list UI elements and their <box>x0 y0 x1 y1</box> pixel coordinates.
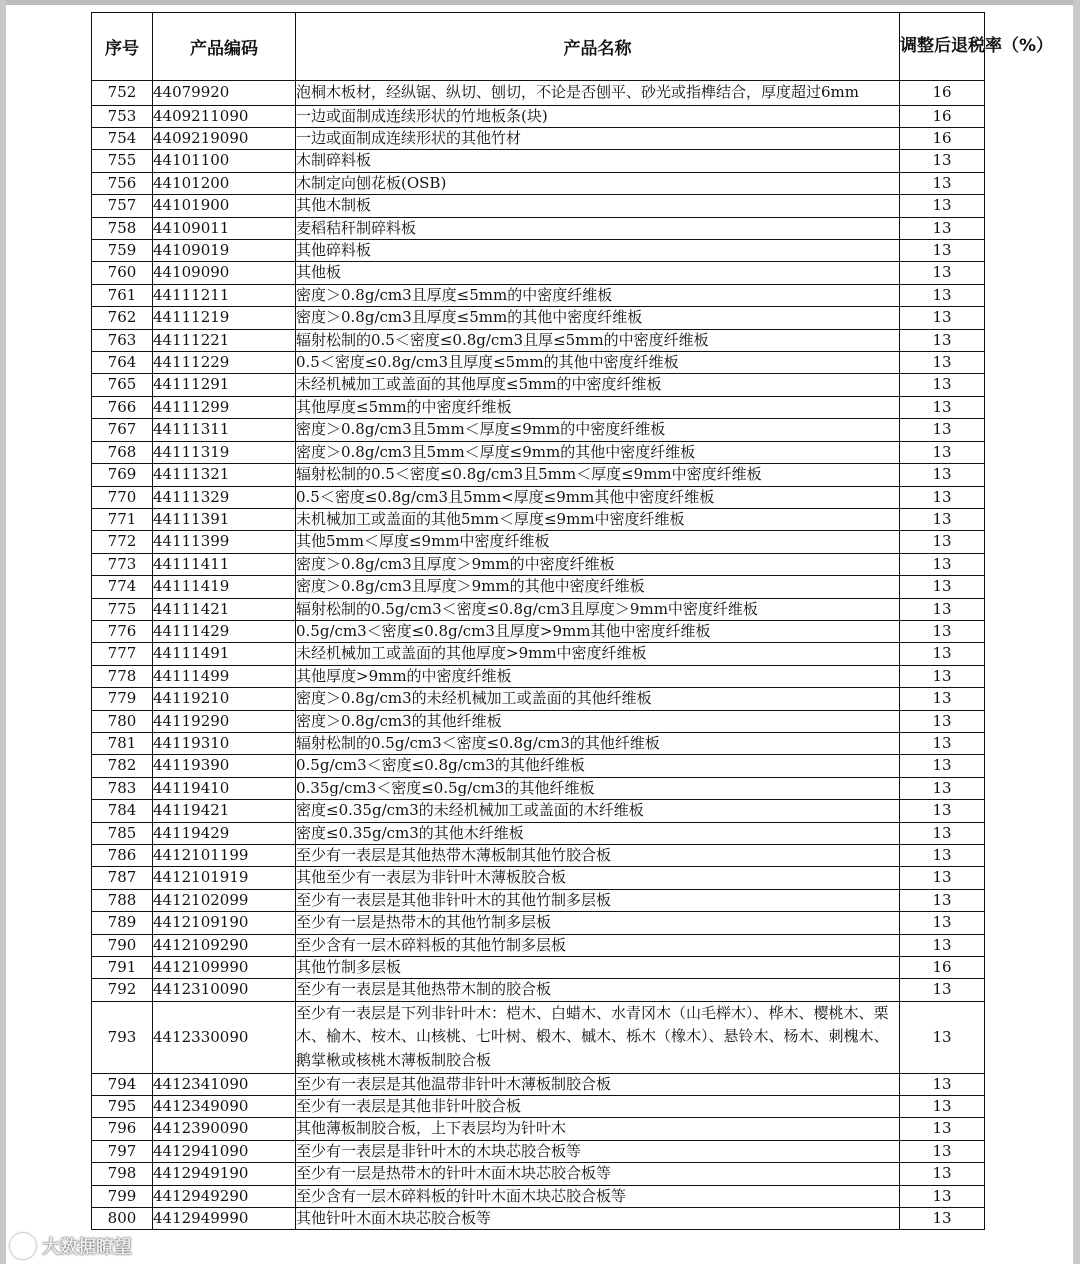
cell-rebate-rate: 13 <box>900 553 985 575</box>
cell-product-code: 44111299 <box>153 396 296 418</box>
table-row <box>92 128 985 150</box>
cell-product-name: 0.5＜密度≤0.8g/cm3且5mm<厚度≤9mm其他中密度纤维板 <box>296 486 900 508</box>
cell-product-code: 44119421 <box>153 800 296 822</box>
cell-serial-number: 791 <box>92 957 153 979</box>
viewer-right-margin <box>1073 0 1080 1264</box>
cell-rebate-rate: 13 <box>900 777 985 799</box>
cell-product-name: 至少含有一层木碎料板的其他竹制多层板 <box>296 934 900 956</box>
cell-product-name: 密度≤0.35g/cm3的未经机械加工或盖面的木纤维板 <box>296 800 900 822</box>
watermark <box>10 1233 132 1259</box>
viewer-left-margin <box>0 0 6 1264</box>
cell-serial-number: 753 <box>92 105 153 127</box>
table-row <box>92 912 985 934</box>
cell-rebate-rate: 13 <box>900 464 985 486</box>
cell-serial-number: 777 <box>92 643 153 665</box>
cell-product-code: 44111419 <box>153 576 296 598</box>
cell-product-code: 4412101919 <box>153 867 296 889</box>
cell-serial-number: 793 <box>92 1001 153 1073</box>
cell-product-name: 一边或面制成连续形状的其他竹材 <box>296 128 900 150</box>
cell-rebate-rate: 13 <box>900 374 985 396</box>
cell-rebate-rate: 13 <box>900 934 985 956</box>
cell-product-name: 其他竹制多层板 <box>296 957 900 979</box>
cell-product-code: 44111491 <box>153 643 296 665</box>
cell-rebate-rate: 13 <box>900 688 985 710</box>
table-row <box>92 553 985 575</box>
viewer-top-edge <box>0 0 1080 5</box>
table-row <box>92 688 985 710</box>
cell-serial-number: 778 <box>92 665 153 687</box>
cell-product-code: 4412949990 <box>153 1208 296 1230</box>
cell-rebate-rate: 13 <box>900 979 985 1001</box>
cell-rebate-rate: 13 <box>900 284 985 306</box>
cell-serial-number: 755 <box>92 150 153 172</box>
cell-product-name: 至少含有一层木碎料板的针叶木面木块芯胶合板等 <box>296 1185 900 1207</box>
cell-product-code: 44111399 <box>153 531 296 553</box>
watermark-text: 大数据瞭望 <box>42 1237 132 1258</box>
table-row <box>92 105 985 127</box>
cell-product-code: 44119210 <box>153 688 296 710</box>
weibo-logo-icon <box>10 1233 36 1259</box>
cell-product-code: 4412941090 <box>153 1140 296 1162</box>
cell-rebate-rate: 13 <box>900 598 985 620</box>
cell-product-name: 泡桐木板材，经纵锯、纵切、刨切，不论是否刨平、砂光或指榫结合，厚度超过6mm <box>296 81 900 106</box>
cell-rebate-rate: 13 <box>900 1185 985 1207</box>
table-row <box>92 195 985 217</box>
cell-rebate-rate: 13 <box>900 195 985 217</box>
header-rebate-rate: 调整后退税率（%） <box>900 13 985 81</box>
cell-serial-number: 799 <box>92 1185 153 1207</box>
table-row <box>92 329 985 351</box>
cell-product-code: 4412109990 <box>153 957 296 979</box>
cell-product-name: 至少有一表层是其他热带木制的胶合板 <box>296 979 900 1001</box>
cell-rebate-rate: 13 <box>900 1140 985 1162</box>
cell-product-name: 至少有一层是热带木的其他竹制多层板 <box>296 912 900 934</box>
cell-rebate-rate: 13 <box>900 755 985 777</box>
cell-serial-number: 757 <box>92 195 153 217</box>
cell-product-name: 0.35g/cm3＜密度≤0.5g/cm3的其他纤维板 <box>296 777 900 799</box>
cell-serial-number: 785 <box>92 822 153 844</box>
cell-product-name: 辐射松制的0.5g/cm3＜密度≤0.8g/cm3的其他纤维板 <box>296 732 900 754</box>
cell-serial-number: 754 <box>92 128 153 150</box>
cell-rebate-rate: 13 <box>900 150 985 172</box>
cell-product-code: 4412109290 <box>153 934 296 956</box>
table-row <box>92 755 985 777</box>
table-row <box>92 620 985 642</box>
cell-serial-number: 794 <box>92 1073 153 1095</box>
cell-rebate-rate: 13 <box>900 867 985 889</box>
cell-product-code: 44119410 <box>153 777 296 799</box>
table-row <box>92 531 985 553</box>
cell-product-code: 4412101199 <box>153 845 296 867</box>
table-row <box>92 1096 985 1118</box>
cell-serial-number: 790 <box>92 934 153 956</box>
cell-serial-number: 787 <box>92 867 153 889</box>
cell-product-name: 其他5mm＜厚度≤9mm中密度纤维板 <box>296 531 900 553</box>
table-row <box>92 396 985 418</box>
table-row <box>92 1208 985 1230</box>
table-row <box>92 1001 985 1073</box>
cell-product-code: 44111429 <box>153 620 296 642</box>
cell-serial-number: 752 <box>92 81 153 106</box>
cell-product-name: 辐射松制的0.5＜密度≤0.8g/cm3且厚≤5mm的中密度纤维板 <box>296 329 900 351</box>
cell-serial-number: 764 <box>92 352 153 374</box>
table-row <box>92 777 985 799</box>
cell-serial-number: 795 <box>92 1096 153 1118</box>
cell-rebate-rate: 13 <box>900 486 985 508</box>
table-row <box>92 889 985 911</box>
cell-product-code: 44101200 <box>153 172 296 194</box>
cell-serial-number: 792 <box>92 979 153 1001</box>
cell-serial-number: 776 <box>92 620 153 642</box>
table-row <box>92 643 985 665</box>
table-row <box>92 710 985 732</box>
cell-rebate-rate: 13 <box>900 732 985 754</box>
cell-serial-number: 768 <box>92 441 153 463</box>
table-row <box>92 374 985 396</box>
cell-product-name: 其他厚度>9mm的中密度纤维板 <box>296 665 900 687</box>
table-row <box>92 464 985 486</box>
cell-product-name: 至少有一层是热带木的针叶木面木块芯胶合板等 <box>296 1163 900 1185</box>
cell-rebate-rate: 13 <box>900 329 985 351</box>
cell-product-name: 密度＞0.8g/cm3且5mm＜厚度≤9mm的中密度纤维板 <box>296 419 900 441</box>
cell-serial-number: 773 <box>92 553 153 575</box>
cell-serial-number: 762 <box>92 307 153 329</box>
cell-serial-number: 763 <box>92 329 153 351</box>
cell-product-code: 4412102099 <box>153 889 296 911</box>
cell-rebate-rate: 13 <box>900 531 985 553</box>
table-row <box>92 262 985 284</box>
cell-product-code: 44119310 <box>153 732 296 754</box>
cell-rebate-rate: 13 <box>900 441 985 463</box>
cell-product-code: 4412330090 <box>153 1001 296 1073</box>
cell-serial-number: 780 <box>92 710 153 732</box>
cell-product-code: 44119390 <box>153 755 296 777</box>
cell-serial-number: 767 <box>92 419 153 441</box>
cell-product-code: 44101900 <box>153 195 296 217</box>
header-product-code: 产品编码 <box>153 13 296 81</box>
cell-product-name: 至少有一表层是其他非针叶胶合板 <box>296 1096 900 1118</box>
cell-product-name: 未经机械加工或盖面的其他厚度>9mm中密度纤维板 <box>296 643 900 665</box>
cell-rebate-rate: 13 <box>900 1163 985 1185</box>
cell-rebate-rate: 13 <box>900 508 985 530</box>
cell-product-name: 辐射松制的0.5＜密度≤0.8g/cm3且5mm＜厚度≤9mm中密度纤维板 <box>296 464 900 486</box>
cell-rebate-rate: 13 <box>900 620 985 642</box>
table-row <box>92 732 985 754</box>
cell-serial-number: 759 <box>92 240 153 262</box>
cell-rebate-rate: 13 <box>900 240 985 262</box>
cell-product-name: 其他针叶木面木块芯胶合板等 <box>296 1208 900 1230</box>
cell-rebate-rate: 13 <box>900 172 985 194</box>
table-row <box>92 979 985 1001</box>
cell-product-name: 未机械加工或盖面的其他5mm＜厚度≤9mm中密度纤维板 <box>296 508 900 530</box>
cell-product-name: 密度＞0.8g/cm3且厚度＞9mm的其他中密度纤维板 <box>296 576 900 598</box>
cell-serial-number: 770 <box>92 486 153 508</box>
cell-rebate-rate: 13 <box>900 1096 985 1118</box>
cell-rebate-rate: 13 <box>900 643 985 665</box>
table-row <box>92 1073 985 1095</box>
cell-product-name: 0.5＜密度≤0.8g/cm3且厚度≤5mm的其他中密度纤维板 <box>296 352 900 374</box>
cell-product-name: 至少有一表层是其他温带非针叶木薄板制胶合板 <box>296 1073 900 1095</box>
table-row <box>92 508 985 530</box>
cell-rebate-rate: 13 <box>900 307 985 329</box>
cell-product-name: 密度＞0.8g/cm3且厚度＞9mm的中密度纤维板 <box>296 553 900 575</box>
table-row <box>92 307 985 329</box>
cell-serial-number: 798 <box>92 1163 153 1185</box>
cell-product-code: 44111411 <box>153 553 296 575</box>
cell-product-code: 44101100 <box>153 150 296 172</box>
table-row <box>92 217 985 239</box>
cell-product-name: 密度＞0.8g/cm3的其他纤维板 <box>296 710 900 732</box>
table-row <box>92 284 985 306</box>
cell-product-name: 密度＞0.8g/cm3且厚度≤5mm的中密度纤维板 <box>296 284 900 306</box>
table-header-row <box>92 13 985 81</box>
cell-serial-number: 769 <box>92 464 153 486</box>
table-row <box>92 240 985 262</box>
cell-serial-number: 779 <box>92 688 153 710</box>
cell-product-name: 其他薄板制胶合板，上下表层均为针叶木 <box>296 1118 900 1140</box>
table-row <box>92 441 985 463</box>
cell-product-code: 4412109190 <box>153 912 296 934</box>
cell-product-code: 4412341090 <box>153 1073 296 1095</box>
table-row <box>92 576 985 598</box>
cell-product-name: 至少有一表层是下列非针叶木：桤木、白蜡木、水青冈木（山毛榉木）、桦木、樱桃木、栗木、榆木、桉木、山核桃、七叶树、椴木、槭木、栎木（橡木）、悬铃木、杨木、刺槐木、鹅掌楸或核桃木薄板制胶合板 <box>296 1001 900 1073</box>
cell-product-code: 4412310090 <box>153 979 296 1001</box>
table-row <box>92 172 985 194</box>
cell-product-code: 44079920 <box>153 81 296 106</box>
cell-product-name: 其他厚度≤5mm的中密度纤维板 <box>296 396 900 418</box>
cell-product-code: 4412349090 <box>153 1096 296 1118</box>
cell-rebate-rate: 16 <box>900 105 985 127</box>
cell-product-name: 一边或面制成连续形状的竹地板条(块) <box>296 105 900 127</box>
table-row <box>92 598 985 620</box>
cell-serial-number: 800 <box>92 1208 153 1230</box>
cell-product-code: 44109090 <box>153 262 296 284</box>
cell-rebate-rate: 13 <box>900 576 985 598</box>
table-row <box>92 845 985 867</box>
table-row <box>92 800 985 822</box>
cell-product-code: 44111499 <box>153 665 296 687</box>
table-row <box>92 81 985 106</box>
cell-product-code: 44111291 <box>153 374 296 396</box>
cell-serial-number: 786 <box>92 845 153 867</box>
cell-rebate-rate: 13 <box>900 1208 985 1230</box>
cell-product-code: 44109019 <box>153 240 296 262</box>
cell-product-name: 至少有一表层是其他非针叶木的其他竹制多层板 <box>296 889 900 911</box>
cell-product-code: 44111311 <box>153 419 296 441</box>
cell-product-name: 0.5g/cm3＜密度≤0.8g/cm3的其他纤维板 <box>296 755 900 777</box>
table-row <box>92 150 985 172</box>
cell-serial-number: 774 <box>92 576 153 598</box>
cell-rebate-rate: 13 <box>900 1001 985 1073</box>
cell-product-name: 密度≤0.35g/cm3的其他木纤维板 <box>296 822 900 844</box>
cell-product-code: 44111321 <box>153 464 296 486</box>
table-row <box>92 822 985 844</box>
cell-product-code: 44119290 <box>153 710 296 732</box>
cell-rebate-rate: 13 <box>900 1118 985 1140</box>
cell-product-name: 其他碎料板 <box>296 240 900 262</box>
table-row <box>92 352 985 374</box>
cell-product-code: 44111219 <box>153 307 296 329</box>
table-row <box>92 1140 985 1162</box>
cell-rebate-rate: 13 <box>900 889 985 911</box>
cell-product-name: 至少有一表层是非针叶木的木块芯胶合板等 <box>296 1140 900 1162</box>
cell-product-name: 0.5g/cm3＜密度≤0.8g/cm3且厚度>9mm其他中密度纤维板 <box>296 620 900 642</box>
cell-serial-number: 782 <box>92 755 153 777</box>
cell-serial-number: 766 <box>92 396 153 418</box>
table-row <box>92 1163 985 1185</box>
cell-rebate-rate: 13 <box>900 912 985 934</box>
cell-serial-number: 760 <box>92 262 153 284</box>
cell-rebate-rate: 13 <box>900 352 985 374</box>
cell-rebate-rate: 13 <box>900 845 985 867</box>
cell-rebate-rate: 13 <box>900 822 985 844</box>
cell-rebate-rate: 13 <box>900 710 985 732</box>
cell-product-name: 至少有一表层是其他热带木薄板制其他竹胶合板 <box>296 845 900 867</box>
header-product-name: 产品名称 <box>296 13 900 81</box>
table-row <box>92 486 985 508</box>
cell-product-name: 其他至少有一表层为非针叶木薄板胶合板 <box>296 867 900 889</box>
cell-product-name: 密度＞0.8g/cm3且厚度≤5mm的其他中密度纤维板 <box>296 307 900 329</box>
cell-serial-number: 788 <box>92 889 153 911</box>
table-row <box>92 957 985 979</box>
cell-serial-number: 784 <box>92 800 153 822</box>
cell-serial-number: 789 <box>92 912 153 934</box>
cell-product-code: 4409219090 <box>153 128 296 150</box>
cell-rebate-rate: 13 <box>900 419 985 441</box>
cell-product-code: 4409211090 <box>153 105 296 127</box>
cell-serial-number: 758 <box>92 217 153 239</box>
cell-product-code: 44111221 <box>153 329 296 351</box>
cell-serial-number: 775 <box>92 598 153 620</box>
cell-product-code: 44111211 <box>153 284 296 306</box>
table-row <box>92 1118 985 1140</box>
cell-rebate-rate: 13 <box>900 665 985 687</box>
header-serial-number: 序号 <box>92 13 153 81</box>
cell-product-name: 密度＞0.8g/cm3且5mm＜厚度≤9mm的其他中密度纤维板 <box>296 441 900 463</box>
cell-product-name: 未经机械加工或盖面的其他厚度≤5mm的中密度纤维板 <box>296 374 900 396</box>
table-row <box>92 867 985 889</box>
cell-serial-number: 761 <box>92 284 153 306</box>
cell-product-name: 辐射松制的0.5g/cm3＜密度≤0.8g/cm3且厚度＞9mm中密度纤维板 <box>296 598 900 620</box>
cell-product-code: 4412390090 <box>153 1118 296 1140</box>
cell-serial-number: 783 <box>92 777 153 799</box>
cell-rebate-rate: 13 <box>900 396 985 418</box>
cell-serial-number: 756 <box>92 172 153 194</box>
cell-product-code: 44111319 <box>153 441 296 463</box>
cell-serial-number: 771 <box>92 508 153 530</box>
cell-serial-number: 796 <box>92 1118 153 1140</box>
cell-rebate-rate: 13 <box>900 800 985 822</box>
cell-serial-number: 781 <box>92 732 153 754</box>
cell-rebate-rate: 13 <box>900 1073 985 1095</box>
cell-product-code: 44111421 <box>153 598 296 620</box>
table-body <box>92 81 985 1230</box>
cell-product-name: 其他板 <box>296 262 900 284</box>
table-row <box>92 934 985 956</box>
cell-serial-number: 797 <box>92 1140 153 1162</box>
cell-rebate-rate: 16 <box>900 957 985 979</box>
cell-product-name: 密度＞0.8g/cm3的未经机械加工或盖面的其他纤维板 <box>296 688 900 710</box>
cell-serial-number: 765 <box>92 374 153 396</box>
cell-rebate-rate: 16 <box>900 81 985 106</box>
cell-product-code: 44119429 <box>153 822 296 844</box>
cell-rebate-rate: 16 <box>900 128 985 150</box>
cell-product-code: 4412949190 <box>153 1163 296 1185</box>
cell-rebate-rate: 13 <box>900 262 985 284</box>
cell-serial-number: 772 <box>92 531 153 553</box>
tax-rebate-table <box>91 12 1054 1230</box>
cell-product-code: 44109011 <box>153 217 296 239</box>
cell-rebate-rate: 13 <box>900 217 985 239</box>
cell-product-code: 44111229 <box>153 352 296 374</box>
cell-product-name: 其他木制板 <box>296 195 900 217</box>
table-row <box>92 419 985 441</box>
cell-product-name: 麦稻秸秆制碎料板 <box>296 217 900 239</box>
cell-product-name: 木制碎料板 <box>296 150 900 172</box>
table-row <box>92 665 985 687</box>
cell-product-code: 44111329 <box>153 486 296 508</box>
cell-product-code: 44111391 <box>153 508 296 530</box>
cell-product-code: 4412949290 <box>153 1185 296 1207</box>
cell-product-name: 木制定向刨花板(OSB) <box>296 172 900 194</box>
table-row <box>92 1185 985 1207</box>
